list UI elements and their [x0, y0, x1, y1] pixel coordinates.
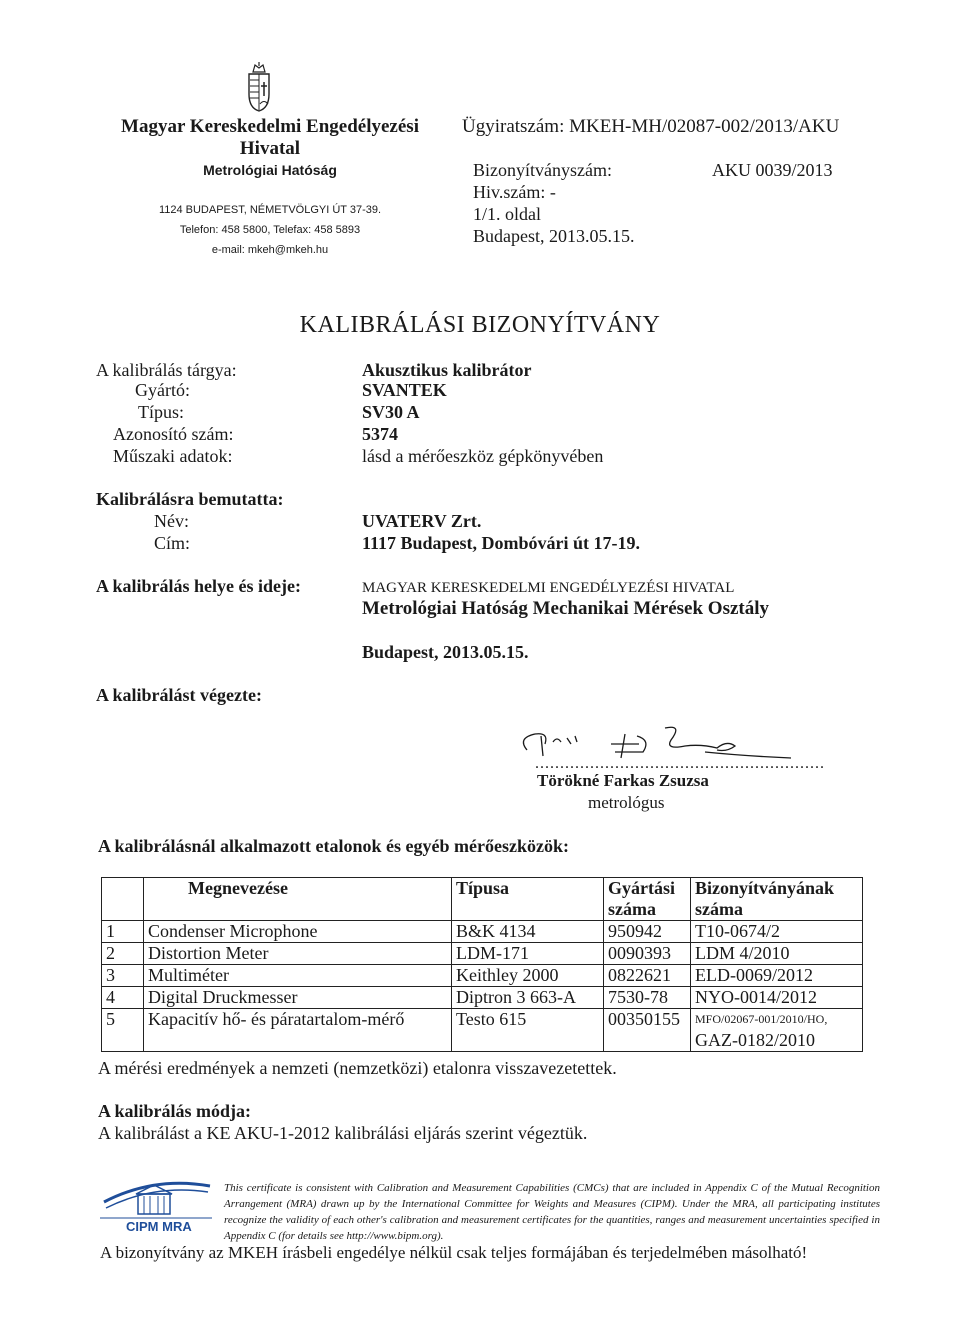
- method-text: A kalibrálást a KE AKU-1-2012 kalibrálási eljárás szerint végeztük.: [98, 1123, 588, 1143]
- row-no: 1: [102, 921, 144, 943]
- presenter-address: 1117 Budapest, Dombóvári út 17-19.: [362, 533, 641, 553]
- etalons-table: [101, 877, 863, 1052]
- page-number: 1/1. oldal: [473, 204, 541, 224]
- table-row: [102, 965, 863, 987]
- file-number: Ügyiratszám: MKEH-MH/02087-002/2013/AKU: [462, 116, 840, 137]
- table-row: [102, 921, 863, 943]
- signer-name: Törökné Farkas Zsuzsa: [537, 771, 709, 790]
- row-type: Diptron 3 663-A: [452, 987, 604, 1009]
- row-no: 3: [102, 965, 144, 987]
- table-header-row: [102, 878, 863, 921]
- row-name: Condenser Microphone: [144, 921, 452, 943]
- reference-number: Hiv.szám: -: [473, 182, 556, 202]
- row-cert: ELD-0069/2012: [691, 965, 863, 987]
- header-cert: Bizonyítványának száma: [691, 878, 863, 921]
- cipm-statement: This certificate is consistent with Calibration and Measurement Capabilities (CMCs) that are included in Appendix C of the Mutual Recognition Arrangement (MRA) drawn up by the International Committee for Weights and Measures (CIPM). Under the MRA, all participating institutes recognize the validity of each other's calibration and measurement certificates for the quantities, ranges and measurement uncertainties specified in Appendix C (for details see http://www.bipm.org).: [224, 1182, 880, 1242]
- traceability-statement: A mérési eredmények a nemzeti (nemzetközi) etalonra visszavezetettek.: [98, 1058, 617, 1078]
- row-serial: 00350155: [604, 1009, 691, 1052]
- header-type: Típusa: [452, 878, 604, 921]
- presenter-label: Kalibrálásra bemutatta:: [96, 489, 284, 509]
- row-name: Multiméter: [144, 965, 452, 987]
- place-department: Metrológiai Hatóság Mechanikai Mérések Osztály: [362, 598, 770, 619]
- org-name-line2: Hivatal: [239, 138, 301, 159]
- type-value: SV30 A: [362, 402, 420, 422]
- tech-data-value: lásd a mérőeszköz gépkönyvében: [362, 446, 604, 466]
- place-label: A kalibrálás helye és ideje:: [96, 576, 301, 596]
- row-serial: 7530-78: [604, 987, 691, 1009]
- org-department: Metrológiai Hatóság: [203, 162, 337, 178]
- certificate-number-label: Bizonyítványszám:: [473, 160, 612, 180]
- row-cert-extra: MFO/02067-001/2010/HO,: [695, 1012, 828, 1026]
- row-type: LDM-171: [452, 943, 604, 965]
- row-cert-main: GAZ-0182/2010: [695, 1030, 815, 1050]
- row-no: 5: [102, 1009, 144, 1052]
- presenter-name: UVATERV Zrt.: [362, 511, 482, 531]
- row-cert: LDM 4/2010: [691, 943, 863, 965]
- document-title: KALIBRÁLÁSI BIZONYÍTVÁNY: [299, 312, 661, 338]
- org-name-line1: Magyar Kereskedelmi Engedélyezési: [121, 116, 419, 137]
- performed-label: A kalibrálást végezte:: [96, 685, 262, 705]
- row-no: 4: [102, 987, 144, 1009]
- header-no: [102, 878, 144, 921]
- signature-line: ..........................................................: [535, 755, 825, 772]
- header-serial: Gyártási száma: [604, 878, 691, 921]
- row-type: Testo 615: [452, 1009, 604, 1052]
- row-cert: T10-0674/2: [691, 921, 863, 943]
- method-heading: A kalibrálás módja:: [98, 1101, 252, 1121]
- issue-date: Budapest, 2013.05.15.: [473, 226, 635, 246]
- row-cert: [691, 1009, 863, 1052]
- cipm-logo-text: CIPM MRA: [126, 1219, 192, 1234]
- row-serial: 0822621: [604, 965, 691, 987]
- tech-data-label: Műszaki adatok:: [113, 446, 233, 466]
- hungarian-coat-of-arms-icon: [245, 62, 273, 112]
- header-name: Megnevezése: [144, 878, 452, 921]
- type-label: Típus:: [138, 402, 185, 422]
- row-type: Keithley 2000: [452, 965, 604, 987]
- presenter-address-label: Cím:: [154, 533, 191, 553]
- manufacturer-label: Gyártó:: [135, 380, 190, 400]
- serial-label: Azonosító szám:: [113, 424, 234, 444]
- org-phone-fax: Telefon: 458 5800, Telefax: 458 5893: [179, 224, 361, 236]
- table-row: [102, 1009, 863, 1052]
- etalons-heading: A kalibrálásnál alkalmazott etalonok és egyéb mérőeszközök:: [98, 836, 569, 856]
- place-institution: MAGYAR KERESKEDELMI ENGEDÉLYEZÉSI HIVATAL: [362, 580, 735, 596]
- certificate-number-value: AKU 0039/2013: [712, 160, 833, 180]
- row-name: Kapacitív hő- és páratartalom-mérő: [144, 1009, 452, 1052]
- object-label: A kalibrálás tárgya:: [96, 360, 237, 380]
- signer-role: metrológus: [588, 793, 665, 812]
- row-name: Digital Druckmesser: [144, 987, 452, 1009]
- place-date: Budapest, 2013.05.15.: [362, 642, 529, 662]
- row-name: Distortion Meter: [144, 943, 452, 965]
- copy-restriction-notice: A bizonyítvány az MKEH írásbeli engedélye nélkül csak teljes formájában és terjedelmében másolható!: [100, 1243, 808, 1262]
- org-address: 1124 BUDAPEST, NÉMETVÖLGYI ÚT 37-39.: [158, 204, 382, 216]
- manufacturer-value: SVANTEK: [362, 380, 447, 400]
- row-serial: 950942: [604, 921, 691, 943]
- serial-value: 5374: [362, 424, 398, 444]
- row-cert: NYO-0014/2012: [691, 987, 863, 1009]
- object-value: Akusztikus kalibrátor: [362, 360, 532, 380]
- table-row: [102, 987, 863, 1009]
- table-row: [102, 943, 863, 965]
- row-no: 2: [102, 943, 144, 965]
- org-email: e-mail: mkeh@mkeh.hu: [211, 244, 329, 256]
- presenter-name-label: Név:: [154, 511, 189, 531]
- cipm-mra-logo: [100, 1172, 212, 1234]
- row-type: B&K 4134: [452, 921, 604, 943]
- row-serial: 0090393: [604, 943, 691, 965]
